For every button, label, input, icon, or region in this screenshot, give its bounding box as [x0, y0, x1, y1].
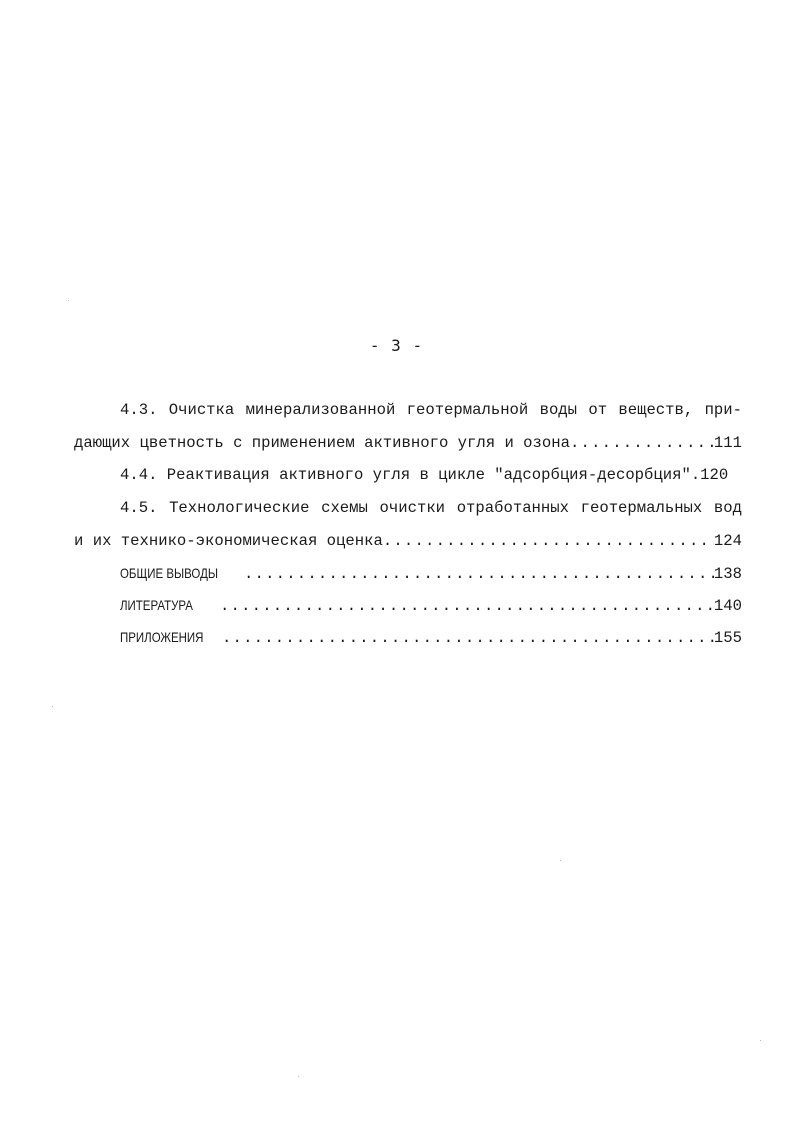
toc-entry-4-4 [120, 464, 742, 486]
toc-entry-appendices [120, 626, 742, 648]
scan-speck [560, 860, 561, 861]
toc-word: 4.3. [120, 401, 158, 419]
toc-entry-conclusions [120, 562, 742, 584]
toc-entry-4-5-line-2 [74, 530, 742, 552]
dot-leader [383, 530, 714, 552]
toc-entry-literature [120, 594, 742, 616]
scan-speck [298, 1076, 299, 1077]
toc-page-number: 138 [713, 565, 742, 583]
toc-page-number: .120 [690, 466, 729, 484]
scan-speck [52, 706, 53, 707]
page-number: - 3 - [369, 336, 424, 355]
toc-word: веществ, [618, 401, 694, 419]
toc-word: от [588, 401, 608, 419]
toc-entry-text: и их технико-экономическая оценка [74, 532, 383, 550]
toc-entry-text-wrap [120, 626, 222, 648]
toc-word: Технологические [169, 499, 310, 517]
toc-entry-text: дающих цветность с применением активного угля и озона [74, 434, 570, 452]
toc-entry-4-3-line-1 [120, 399, 742, 421]
dot-leader [244, 563, 714, 584]
toc-word: 4.5. [120, 499, 158, 517]
toc-word: воды [539, 401, 578, 419]
toc-entry-text-wrap [120, 594, 220, 616]
dot-leader [220, 595, 714, 616]
toc-word: вод [713, 499, 742, 517]
toc-word: минерализованной [245, 401, 396, 419]
toc-word: Очистка [168, 401, 235, 419]
toc-word: очистки [379, 499, 446, 517]
toc-entry-text: 4.4. Реактивация активного угля в цикле "адсорбция-десорбция" [120, 466, 691, 484]
toc-entry-text: ЛИТЕРАТУРА [120, 597, 193, 613]
toc-page-number: 140 [713, 597, 742, 615]
scan-speck [760, 1040, 761, 1041]
dot-leader [570, 432, 714, 454]
toc-entry-4-5-line-1 [120, 497, 742, 519]
toc-word: при- [704, 401, 742, 419]
toc-entry-4-3-line-2 [74, 432, 742, 454]
dot-leader [222, 627, 714, 648]
toc-page-number: 111 [713, 434, 742, 452]
toc-word: схемы [321, 499, 368, 517]
toc-word: геотермальной [406, 401, 529, 419]
toc-entry-text: ПРИЛОЖЕНИЯ [120, 629, 204, 645]
toc-entry-text-wrap [120, 562, 244, 584]
toc-word: отработанных [456, 499, 569, 517]
toc-word: геотермальных [580, 499, 703, 517]
toc-entry-text: ОБЩИЕ ВЫВОДЫ [120, 565, 219, 581]
scan-speck [68, 300, 69, 301]
toc-page-number: 124 [713, 532, 742, 550]
toc-page-number: 155 [713, 629, 742, 647]
